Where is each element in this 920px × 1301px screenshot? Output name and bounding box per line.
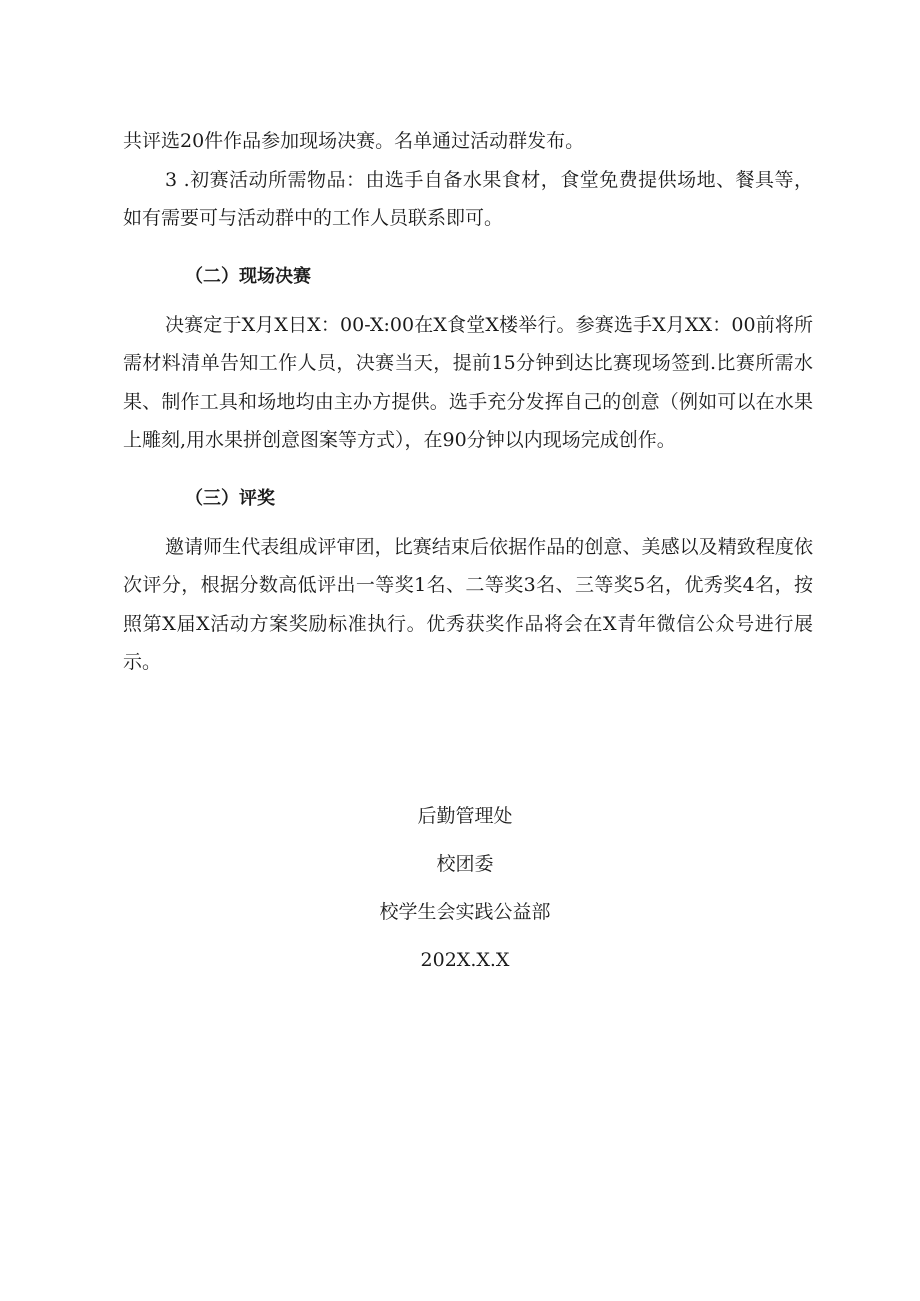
signature-org-logistics: 后勤管理处: [417, 805, 513, 827]
signature-org-youth-league: 校团委: [436, 853, 494, 875]
signature-block: [0, 792, 920, 984]
paragraph-selection-result: 共评选20件作品参加现场决赛。名单通过活动群发布。: [123, 130, 585, 152]
section-heading-awards: （三）评奖: [185, 487, 275, 509]
signature-org-student-union: 校学生会实践公益部: [379, 901, 551, 923]
document-body: [123, 122, 813, 682]
paragraph-final-details: 决赛定于X月X日X：00-X:00在X食堂X楼举行。参赛选手X月XX：00前将所需材料清单告知工作人员，决赛当天，提前15分钟到达比赛现场签到.比赛所需水果、制作工具和场地均由主办方提供。选手充分发挥自己的创意（例如可以在水果上雕刻,用水果拼创意图案等方式），在90分钟以内现场完成创作。: [123, 313, 813, 451]
section-heading-final: （二）现场决赛: [185, 265, 311, 287]
paragraph-award-details: 邀请师生代表组成评审团，比赛结束后依据作品的创意、美感以及精致程度依次评分，根据分数高低评出一等奖1名、二等奖3名、三等奖5名，优秀奖4名，按照第X届X活动方案奖励标准执行。优秀获奖作品将会在X青年微信公众号进行展示。: [123, 535, 813, 673]
paragraph-preliminary-items: 3 .初赛活动所需物品：由选手自备水果食材，食堂免费提供场地、餐具等，如有需要可与活动群中的工作人员联系即可。: [123, 168, 813, 229]
signature-date: 202X.X.X: [420, 949, 510, 971]
